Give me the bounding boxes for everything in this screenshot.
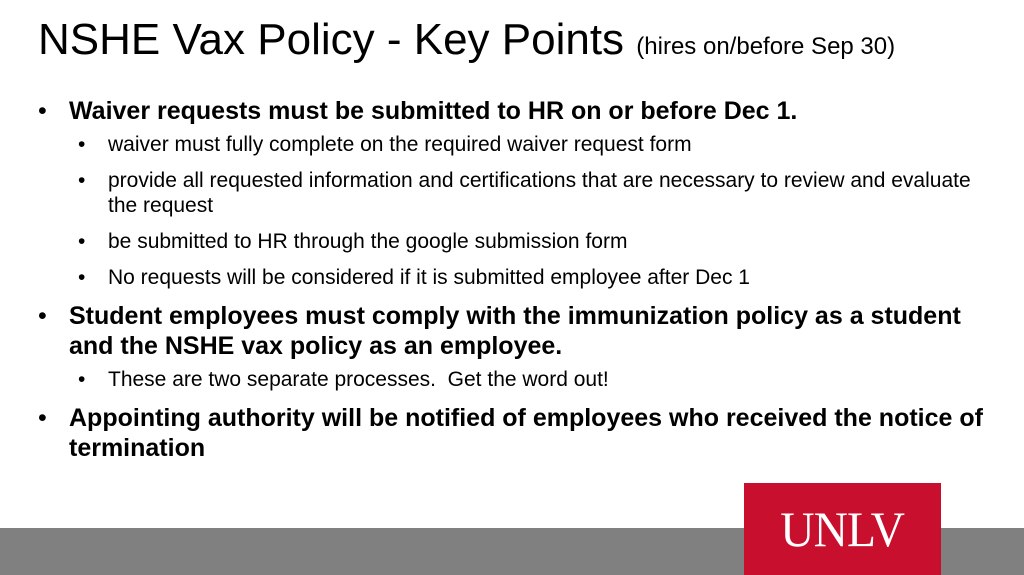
sub-point [38,168,988,218]
sub-point-text: waiver must fully complete on the required waiver request form [108,133,692,156]
sub-point-text: These are two separate processes. Get the word out! [108,368,609,391]
sub-point [38,367,988,392]
bullet-icon: • [78,230,86,253]
key-point-3 [38,403,988,463]
sub-point-text: No requests will be considered if it is submitted employee after Dec 1 [108,266,750,289]
sub-point [38,265,988,290]
sub-point-text: be submitted to HR through the google submission form [108,230,628,253]
sub-point-text: provide all requested information and certifications that are necessary to review and evaluate the request [108,169,971,217]
key-point-1-details [38,132,988,290]
title-subtitle: (hires on/before Sep 30) [636,33,896,60]
slide-title [38,14,895,73]
key-point-1 [38,96,988,126]
key-point-2-details [38,367,988,392]
key-point-text: Student employees must comply with the immunization policy as a student and the NSHE vax policy as an employee. [69,302,961,360]
bullet-icon: • [78,368,86,391]
bullet-icon: • [38,97,47,125]
unlv-logo [744,483,941,575]
key-point-text: Waiver requests must be submitted to HR on or before Dec 1. [69,97,798,125]
logo-text: UNLV [780,501,905,557]
bullet-icon: • [38,404,47,432]
bullet-icon: • [38,302,47,330]
bullet-icon: • [78,266,86,289]
bullet-icon: • [78,133,86,156]
sub-point [38,132,988,157]
slide-content [38,96,988,469]
bullet-icon: • [78,169,86,192]
title-text: NSHE Vax Policy - Key Points [38,15,625,64]
key-point-text: Appointing authority will be notified of employees who received the notice of termination [69,404,983,462]
sub-point [38,229,988,254]
key-point-2 [38,301,988,361]
